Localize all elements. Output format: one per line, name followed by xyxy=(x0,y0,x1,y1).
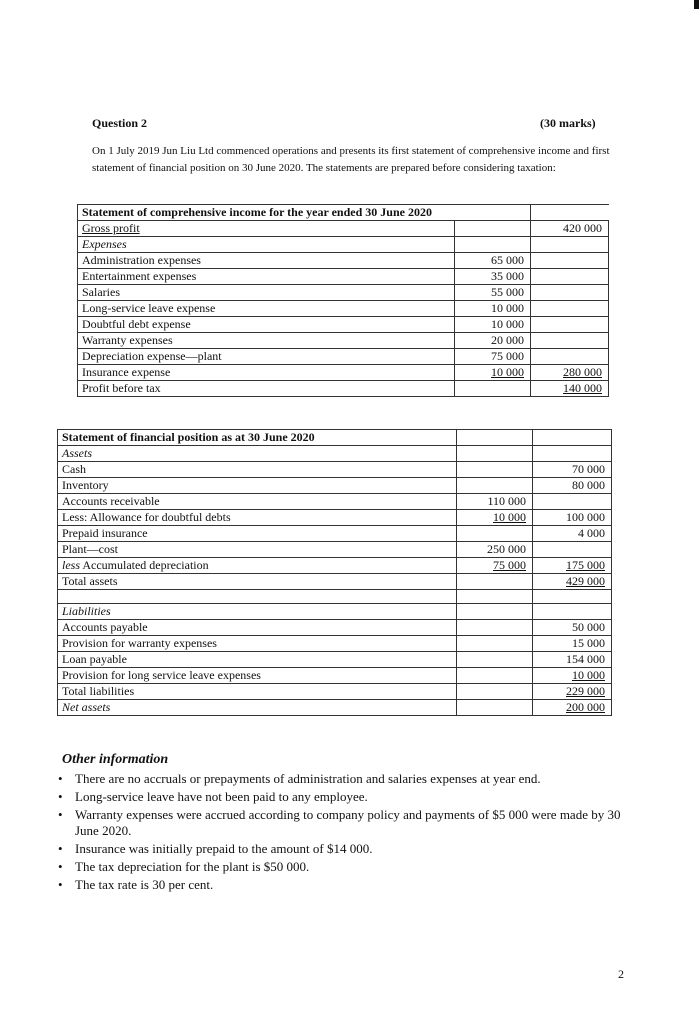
cash-value: 70 000 xyxy=(533,462,612,478)
expense-label: Doubtful debt expense xyxy=(78,317,455,333)
profit-before-tax-value: 140 000 xyxy=(563,381,602,395)
list-item: • The tax depreciation for the plant is $50 000. xyxy=(58,859,310,874)
total-liabilities-label: Total liabilities xyxy=(58,684,457,700)
asset-row xyxy=(58,558,612,574)
liability-row xyxy=(58,620,612,636)
expense-value: 35 000 xyxy=(455,269,531,285)
comprehensive-income-statement xyxy=(77,204,609,397)
inventory-value: 80 000 xyxy=(533,478,612,494)
expense-row xyxy=(78,301,609,317)
total-liabilities-value: 229 000 xyxy=(566,684,605,698)
spacer-row xyxy=(58,590,612,604)
question-marks: (30 marks) xyxy=(540,116,596,130)
expense-label: Insurance expense xyxy=(78,365,455,381)
sofp-title: Statement of financial position as at 30 June 2020 xyxy=(58,430,457,446)
inventory-label: Inventory xyxy=(58,478,457,494)
asset-row xyxy=(58,494,612,510)
liability-label: Provision for warranty expenses xyxy=(58,636,457,652)
sofp-title-row xyxy=(58,430,612,446)
liability-value: 10 000 xyxy=(572,668,605,682)
expense-value: 10 000 xyxy=(491,365,524,379)
cash-label: Cash xyxy=(58,462,457,478)
sofp-assets-row xyxy=(58,446,612,462)
net-assets-row xyxy=(58,700,612,716)
liability-row xyxy=(58,668,612,684)
soci-expenses-row xyxy=(78,237,609,253)
expense-label: Long-service leave expense xyxy=(78,301,455,317)
list-item: • Long-service leave have not been paid to any employee. xyxy=(58,789,368,804)
plant-cost-value: 250 000 xyxy=(457,542,533,558)
other-information-title: Other information xyxy=(62,752,169,767)
plant-cost-label: Plant—cost xyxy=(58,542,457,558)
expense-row xyxy=(78,253,609,269)
list-item: • Insurance was initially prepaid to the amount of $14 000. xyxy=(58,841,373,856)
expense-value: 65 000 xyxy=(455,253,531,269)
soci-title-row xyxy=(78,205,609,221)
expense-row xyxy=(78,333,609,349)
bullet-icon: • xyxy=(58,771,63,786)
gross-profit-label: Gross profit xyxy=(78,221,455,237)
accumulated-depreciation-value: 75 000 xyxy=(493,558,526,572)
bullet-icon: • xyxy=(58,859,63,874)
soci-gross-profit-row xyxy=(78,221,609,237)
expense-value: 10 000 xyxy=(455,301,531,317)
expense-value: 10 000 xyxy=(455,317,531,333)
liability-value: 50 000 xyxy=(533,620,612,636)
net-assets-value: 200 000 xyxy=(566,700,605,714)
soci-profit-row xyxy=(78,381,609,397)
expense-label: Warranty expenses xyxy=(78,333,455,349)
bullet-icon: • xyxy=(58,841,63,856)
asset-row xyxy=(58,478,612,494)
other-information-list xyxy=(58,771,638,895)
accounts-receivable-value: 110 000 xyxy=(457,494,533,510)
profit-before-tax-label: Profit before tax xyxy=(78,381,455,397)
expense-label: Administration expenses xyxy=(78,253,455,269)
expense-row xyxy=(78,365,609,381)
list-item: • Warranty expenses were accrued according to company policy and payments of $5 000 were made by 30 June 2020. xyxy=(58,807,621,838)
asset-row xyxy=(58,526,612,542)
accumulated-depreciation-label: less Accumulated depreciation xyxy=(58,558,457,574)
asset-row xyxy=(58,462,612,478)
sofp-liabilities-row xyxy=(58,604,612,620)
total-assets-label: Total assets xyxy=(58,574,457,590)
intro-paragraph: On 1 July 2019 Jun Liu Ltd commenced operations and presents its first statement of comprehensive income and first statement of financial position on 30 June 2020. The statements are prepared before considering taxation: xyxy=(92,145,610,174)
list-item: • The tax rate is 30 per cent. xyxy=(58,877,214,892)
liabilities-label: Liabilities xyxy=(58,604,457,620)
bullet-icon: • xyxy=(58,789,63,804)
liability-label: Accounts payable xyxy=(58,620,457,636)
total-assets-row xyxy=(58,574,612,590)
expense-label: Depreciation expense—plant xyxy=(78,349,455,365)
expense-label: Entertainment expenses xyxy=(78,269,455,285)
accounts-receivable-label: Accounts receivable xyxy=(58,494,457,510)
liability-value: 154 000 xyxy=(533,652,612,668)
expense-value: 20 000 xyxy=(455,333,531,349)
total-liabilities-row xyxy=(58,684,612,700)
expense-row xyxy=(78,317,609,333)
liability-label: Loan payable xyxy=(58,652,457,668)
net-plant-value: 175 000 xyxy=(566,558,605,572)
expense-label: Salaries xyxy=(78,285,455,301)
net-assets-label: Net assets xyxy=(58,700,457,716)
net-receivables-value: 100 000 xyxy=(533,510,612,526)
gross-profit-value: 420 000 xyxy=(531,221,609,237)
page-corner-mark xyxy=(694,0,699,9)
prepaid-insurance-label: Prepaid insurance xyxy=(58,526,457,542)
liability-row xyxy=(58,636,612,652)
allowance-label: Less: Allowance for doubtful debts xyxy=(58,510,457,526)
bullet-icon: • xyxy=(58,807,63,822)
bullet-icon: • xyxy=(58,877,63,892)
soci-title: Statement of comprehensive income for the year ended 30 June 2020 xyxy=(78,205,531,221)
asset-row xyxy=(58,542,612,558)
allowance-value: 10 000 xyxy=(493,510,526,524)
expense-row xyxy=(78,269,609,285)
expense-value: 75 000 xyxy=(455,349,531,365)
total-expenses-value: 280 000 xyxy=(563,365,602,379)
total-assets-value: 429 000 xyxy=(566,574,605,588)
financial-position-statement xyxy=(57,429,612,716)
asset-row xyxy=(58,510,612,526)
expense-row xyxy=(78,285,609,301)
page-number: 2 xyxy=(618,967,624,981)
assets-label: Assets xyxy=(58,446,457,462)
liability-value: 15 000 xyxy=(533,636,612,652)
expense-row xyxy=(78,349,609,365)
question-title: Question 2 xyxy=(92,116,148,130)
list-item: • There are no accruals or prepayments of administration and salaries expenses at year end. xyxy=(58,771,541,786)
liability-row xyxy=(58,652,612,668)
expense-value: 55 000 xyxy=(455,285,531,301)
liability-label: Provision for long service leave expenses xyxy=(58,668,457,684)
expenses-label: Expenses xyxy=(78,237,455,253)
prepaid-insurance-value: 4 000 xyxy=(533,526,612,542)
